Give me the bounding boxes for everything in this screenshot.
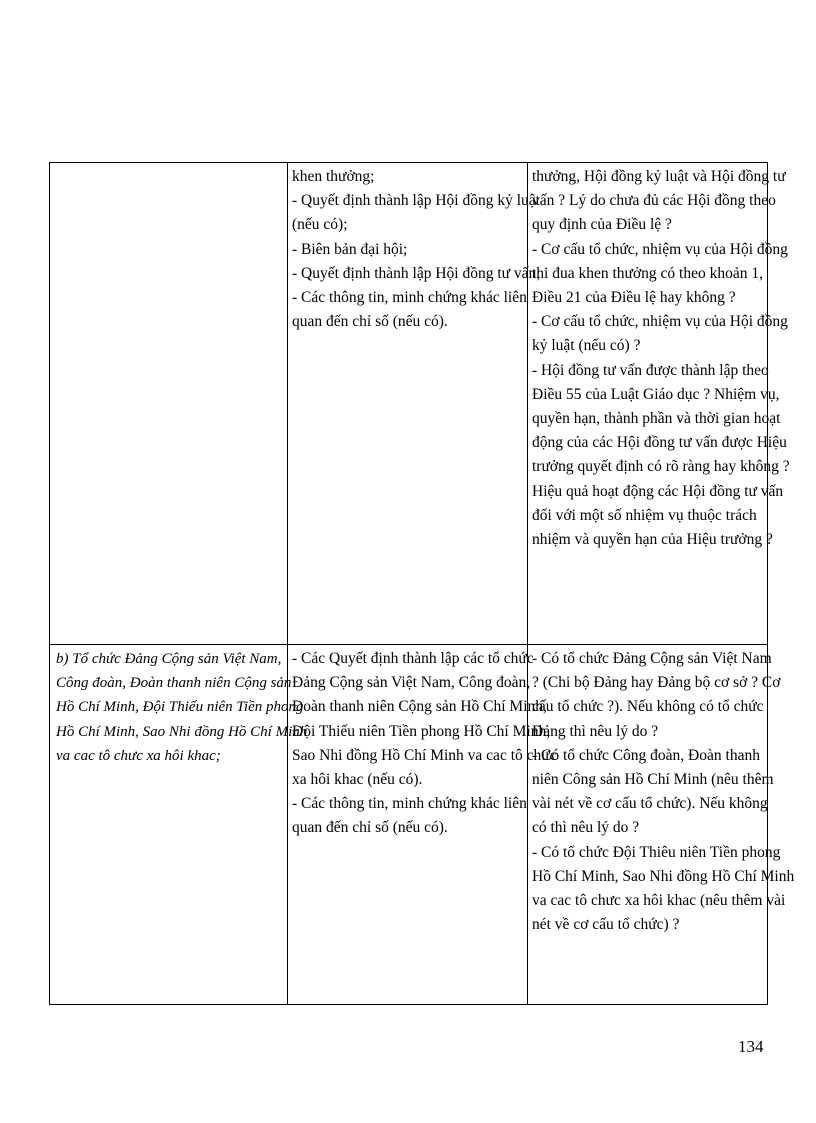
table-row (50, 163, 768, 645)
text-line: Đoàn thanh niên Cộng sản Hồ Chí Minh, (292, 698, 547, 716)
text-line: - Các thông tin, minh chứng khác liên (292, 795, 527, 813)
page-number: 134 (738, 1037, 764, 1056)
evidence-cell (288, 645, 557, 1005)
text-line: trưởng quyết định có rõ ràng hay không ? (532, 458, 790, 476)
text-line: va cac tô chưc xa hôi khac; (56, 747, 221, 764)
text-line: Điều 21 của Điều lệ hay không ? (532, 289, 736, 307)
criterion-cell (50, 163, 288, 645)
text-line: (nếu có); (292, 216, 348, 234)
text-line: khen thưởng; (292, 168, 375, 185)
text-line: đối với một số nhiệm vụ thuộc trách (532, 506, 757, 524)
questions-cell (528, 163, 790, 645)
criteria-table-body (50, 163, 795, 1005)
text-line: thưởng, Hội đồng kỷ luật và Hội đồng tư (532, 168, 786, 185)
questions-cell (528, 645, 795, 1005)
text-line: - Có tổ chức Công đoàn, Đoàn thanh (532, 746, 760, 764)
text-line: b) Tổ chức Đảng Cộng sản Việt Nam, (56, 651, 282, 667)
text-line: Hiệu quả hoạt động các Hội đồng tư vấn (532, 482, 784, 500)
text-line: Hồ Chí Minh, Sao Nhi đồng Hồ Chí Minh (56, 723, 308, 740)
text-line: - Biên bản đại hội; (292, 240, 408, 258)
text-line: nét về cơ cấu tổ chức) ? (532, 916, 680, 934)
text-line: Hồ Chí Minh, Đội Thiếu niên Tiền phong (56, 699, 304, 716)
text-line: - Quyết định thành lập Hội đồng tư vấn; (292, 264, 541, 282)
criteria-table (49, 162, 795, 1005)
text-line: kỷ luật (nếu có) ? (532, 337, 641, 355)
text-line: vài nét về cơ cấu tổ chức). Nếu không (532, 795, 768, 813)
text-line: - Cơ cấu tổ chức, nhiệm vụ của Hội đồng (532, 313, 788, 331)
text-line: niên Công sản Hồ Chí Minh (nêu thêm (532, 771, 774, 789)
text-line: động của các Hội đồng tư vấn được Hiệu (532, 434, 787, 452)
evidence-cell (288, 163, 541, 645)
text-line: ? (Chi bộ Đảng hay Đảng bộ cơ sở ? Cơ (532, 674, 781, 692)
text-line: quan đến chỉ số (nếu có). (292, 313, 448, 331)
table-row (50, 645, 768, 1005)
text-line: cấu tổ chức ?). Nếu không có tổ chức (532, 698, 764, 716)
text-line: - Các thông tin, minh chứng khác liên (292, 289, 527, 307)
text-line: - Các Quyết định thành lập các tổ chức (292, 650, 534, 667)
text-line: quyền hạn, thành phần và thời gian hoạt (532, 410, 781, 428)
text-line: - Quyết định thành lập Hội đồng kỷ luật (292, 192, 540, 210)
text-line: Hồ Chí Minh, Sao Nhi đồng Hồ Chí Minh (532, 867, 795, 885)
text-line: có thì nêu lý do ? (532, 819, 640, 837)
text-line: Đội Thiếu niên Tiền phong Hồ Chí Minh, (292, 722, 551, 740)
text-line: quan đến chỉ số (nếu có). (292, 819, 448, 837)
criterion-cell (50, 645, 308, 1005)
text-line: - Cơ cấu tổ chức, nhiệm vụ của Hội đồng (532, 240, 788, 258)
text-line: nhiệm và quyền hạn của Hiệu trưởng ? (532, 531, 773, 549)
text-line: - Có tổ chức Đội Thiêu niên Tiền phong (532, 843, 781, 861)
text-line: Công đoàn, Đoàn thanh niên Cộng sản (56, 675, 292, 692)
text-line: Đảng thì nêu lý do ? (532, 722, 659, 740)
text-line: Đảng Cộng sản Việt Nam, Công đoàn, (292, 674, 531, 692)
text-line: xa hôi khac (nếu có). (292, 771, 423, 789)
text-line: thi đua khen thưởng có theo khoản 1, (532, 264, 763, 282)
text-line: vấn ? Lý do chưa đủ các Hội đồng theo (532, 192, 776, 210)
text-line: quy định của Điều lệ ? (532, 216, 672, 234)
text-line: - Có tổ chức Đảng Cộng sản Việt Nam (532, 650, 772, 667)
text-line: - Hội đồng tư vấn được thành lập theo (532, 361, 769, 379)
text-line: Điều 55 của Luật Giáo dục ? Nhiệm vụ, (532, 385, 780, 403)
text-line: va cac tô chưc xa hôi khac (nêu thêm vài (532, 892, 786, 910)
text-line: Sao Nhi đồng Hồ Chí Minh va cac tô chưc (292, 746, 557, 764)
